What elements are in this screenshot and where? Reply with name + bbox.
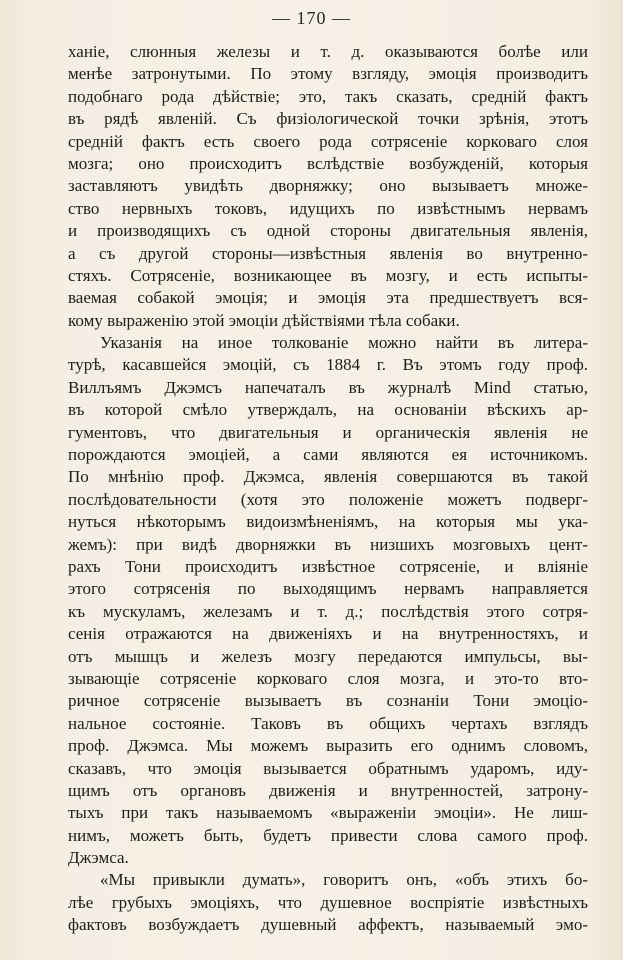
text-line: гументовъ, что двигательныя и органическія явленія не — [68, 422, 588, 442]
text-line: нуться нѣкоторымъ видоизмѣненіямъ, на которыя мы ука- — [68, 512, 588, 532]
text-line: жемъ): при видѣ дворняжки въ низшихъ мозговыхъ цент- — [68, 534, 588, 554]
text-line: По мнѣнію проф. Джэмса, явленія совершаются въ такой — [68, 467, 588, 487]
text-line: сенія отражаются на движеніяхъ и на внутренностяхъ, и — [68, 624, 588, 644]
text-line: рахъ Тони происходитъ извѣстное сотрясеніе, и вліяніе — [68, 556, 588, 576]
text-line: Указанія на иное толкованіе можно найти въ литера- — [100, 333, 588, 353]
body-text — [68, 41, 588, 937]
text-line: порождаются эмоціей, а сами являются ея источникомъ. — [68, 445, 588, 465]
text-line: ханіе, слюнныя железы и т. д. оказываются болѣе или — [68, 42, 588, 61]
paragraph-1 — [68, 41, 588, 332]
text-line: мозга; оно происходитъ вслѣдствіе возбужденій, которыя — [68, 153, 588, 173]
text-line: зывающіе сотрясеніе корковаго слоя мозга, и это-то вто- — [68, 668, 588, 688]
text-line: а съ другой стороны—извѣстныя явленія во внутренно- — [68, 243, 588, 263]
text-line: нимъ, можетъ быть, будетъ привести слова самого проф. — [68, 825, 588, 845]
text-line: послѣдовательности (хотя это положеніе можетъ подверг- — [68, 489, 588, 509]
text-line: ричное сотрясеніе вызываетъ въ сознаніи Тони эмоціо- — [68, 691, 588, 711]
text-line: ваемая собакой эмоція; и эмоція эта предшествуетъ вся- — [68, 288, 588, 308]
paragraph-2 — [68, 332, 588, 869]
text-line: кому выраженію этой эмоціи дѣйствіями тѣла собаки. — [68, 310, 460, 330]
text-line: этого сотрясенія по выходящимъ нервамъ направляется — [68, 579, 588, 599]
text-line: турѣ, касавшейся эмоцій, съ 1884 г. Въ этомъ году проф. — [68, 355, 588, 375]
text-line: Виллъямъ Джэмсъ напечаталъ въ журналѣ Mind статью, — [68, 377, 588, 397]
text-line: лѣе грубыхъ эмоціяхъ, что душевное воспріятіе извѣстныхъ — [68, 892, 588, 912]
text-line: къ мускуламъ, железамъ и т. д.; послѣдствія этого сотря- — [68, 601, 588, 621]
page-number: — 170 — — [272, 8, 351, 28]
text-line: въ рядѣ явленій. Съ физіологической точки зрѣнія, этотъ — [68, 109, 588, 129]
text-line: въ которой смѣло утверждалъ, на основаніи вѣскихъ ар- — [68, 400, 588, 420]
text-line: подобнаго рода дѣйствіе; это, такъ сказать, средній фактъ — [68, 86, 588, 106]
text-line: проф. Джэмса. Мы можемъ выразить его однимъ словомъ, — [68, 736, 588, 756]
text-line: «Мы привыкли думать», говоритъ онъ, «объ этихъ бо- — [100, 870, 588, 890]
text-line: Джэмса. — [68, 848, 129, 868]
text-line: нальное состояніе. Таковъ въ общихъ чертахъ взглядъ — [68, 713, 588, 733]
text-line: и производящихъ съ одной стороны двигательныя явленія, — [68, 221, 588, 241]
text-line: заставляютъ увидѣть дворняжку; оно вызываетъ множе- — [68, 176, 588, 196]
text-line: менѣе затронутыми. По этому взгляду, эмоція производитъ — [68, 64, 588, 84]
text-line: щимъ отъ органовъ движенія и внутренностей, затрону- — [68, 780, 588, 800]
text-line: тыхъ при такъ называемомъ «выраженіи эмоціи». Не лиш- — [68, 803, 588, 823]
paragraph-3 — [68, 869, 588, 936]
text-line: фактовъ возбуждаетъ душевный аффектъ, называемый эмо- — [68, 915, 588, 935]
text-line: средній фактъ есть своего рода сотрясеніе корковаго слоя — [68, 131, 588, 151]
text-line: сказавъ, что эмоція вызывается обратнымъ ударомъ, иду- — [68, 758, 588, 778]
text-line: отъ мышцъ и железъ мозгу передаются импульсы, вы- — [68, 646, 588, 666]
text-line: стяхъ. Сотрясеніе, возникающее въ мозгу, и есть испыты- — [68, 265, 588, 285]
text-line: ство нервныхъ токовъ, идущихъ по извѣстнымъ нервамъ — [68, 198, 588, 218]
